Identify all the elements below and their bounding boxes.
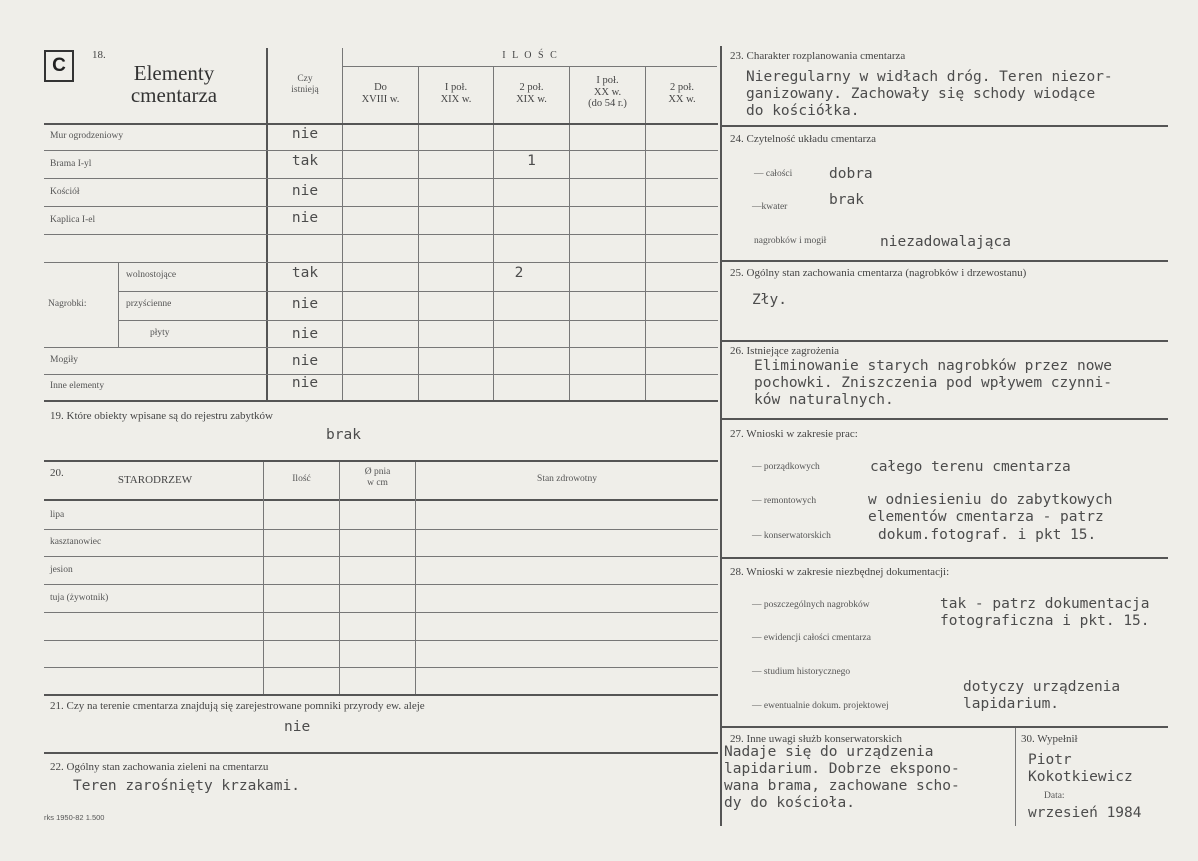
period-line: I poł. [596,75,619,86]
period-line: 2 poł. [670,82,694,93]
col-divider [118,262,119,347]
tree-row-label: tuja (żywotnik) [50,593,109,603]
s28-posz-label: — poszczególnych nagrobków [752,600,870,610]
s27-porz-label: — porządkowych [752,462,820,472]
section-number: 18. [92,49,106,61]
s22-label: 22. Ogólny stan zachowania zieleni na cmentarzu [50,761,269,773]
period-col-4 [646,82,718,105]
period-line: XIX w. [440,93,472,105]
period-line: Do [374,82,387,93]
s26-value: Eliminowanie starych nagrobków przez nowe pochowki. Zniszczenia pod wpływem czynni- ków naturalnych. [754,358,1112,408]
period-line: XVIII w. [361,93,400,105]
col-header-quantity: I L O Ś C [502,50,559,61]
period-line: XX w. [668,93,696,105]
s24-label: 24. Czytelność układu cmentarza [730,133,877,145]
section-line [722,418,1168,420]
s28-ewent-label: — ewentualnie dokum. projektowej [752,701,889,711]
print-code: rks 1950-82 1.500 [44,813,105,822]
s24-kwater-label: —kwater [752,202,788,212]
s26-label: 26. Istniejące zagrożenia [730,345,840,357]
s28-label: 28. Wnioski w zakresie niezbędnej dokumentacji: [730,566,950,578]
row-line [44,347,718,348]
s20-col-pnia [340,467,415,490]
s27-kons-label: — konserwatorskich [752,531,831,541]
s27-kons-value: dokum.fotograf. i pkt 15. [878,527,1097,543]
s27-porz-value: całego terenu cmentarza [870,459,1071,475]
s30-date-value: wrzesień 1984 [1028,805,1142,821]
s21-label: 21. Czy na terenie cmentarza znajdują się zarejestrowane pomniki przyrody ew. aleje [50,700,425,712]
s25-value: Zły. [752,292,787,308]
s28-posz-value: tak - patrz dokumentacja fotograficzna i pkt. 15. [940,596,1150,629]
s27-rem-label: — remontowych [752,496,817,506]
s24-nagrobkow-label: nagrobków i mogił [754,236,827,246]
s19-value: brak [326,427,361,443]
tree-row-label: jesion [50,565,73,575]
s28-stud-label: — studium historycznego [752,667,851,677]
exists-wolnostojace: tak [291,265,319,281]
row-line [44,150,718,151]
row-label-wolnostojace: wolnostojące [126,270,177,280]
row-label-plyty: płyty [150,328,170,338]
s24-calosci-label: — całości [754,169,793,179]
tree-row-label: kasztanowiec [50,537,102,547]
row-label-kosciol: Kościół [50,187,80,197]
row-line [343,66,717,67]
row-label-brama: Brama I-yl [50,159,92,169]
col-divider [339,462,340,694]
row-line [44,667,718,668]
exists-inne: nie [291,375,319,391]
s22-value: Teren zarośnięty krzakami. [73,778,300,794]
row-label-mogily: Mogiły [50,355,78,365]
s27-rem-value: w odniesieniu do zabytkowych elementów cmentarza - patrz [868,492,1113,525]
exists-kosciol: nie [291,183,319,199]
col-header-line: Czy [297,74,313,84]
s21-value: nie [284,719,311,735]
count-brama-2pol-xix: 1 [527,153,536,169]
s28-ewid-label: — ewidencji całości cmentarza [752,633,871,643]
s30-label: 30. Wypełnił [1021,733,1078,745]
section-line [44,400,718,402]
col-divider [263,462,264,694]
s25-label: 25. Ogólny stan zachowania cmentarza (nagrobków i drzewostanu) [730,267,1027,279]
section-line [722,260,1168,262]
s19-label: 19. Które obiekty wpisane są do rejestru zabytków [50,410,273,422]
s29-label: 29. Inne uwagi służb konserwatorskich [730,733,902,745]
section-line [44,694,718,696]
tree-row-label: lipa [50,510,65,520]
period-line: I poł. [444,82,468,93]
section-line [722,340,1168,342]
s23-value: Nieregularny w widłach dróg. Teren niezor- ganizowany. Zachowały się schody wiodące do kościółka. [746,69,1113,119]
col-header-line: Ø pnia [364,467,391,477]
row-line [44,262,718,263]
period-line: XX w. [593,86,622,98]
center-divider [720,46,722,826]
exists-mur: nie [291,126,319,142]
period-col-1 [419,82,493,105]
col-header-line: istnieją [291,84,319,95]
row-label-przyscienne: przyścienne [126,299,172,309]
header-line [44,123,718,125]
title-line: Elementy [133,61,215,85]
s20-col-starodrzew: STARODRZEW [117,474,193,486]
s30-date-label: Data: [1044,791,1065,801]
s24-kwater-value: brak [829,192,864,208]
row-line [118,291,718,292]
section-line [44,460,718,462]
s24-nagrobkow-value: niezadowalająca [880,234,1011,250]
col-divider [569,66,570,400]
s28-ewent-value: dotyczy urządzenia lapidarium. [963,679,1121,712]
row-line [44,178,718,179]
header-line [44,499,718,501]
exists-kaplica: nie [291,210,319,226]
col-divider [1015,728,1016,826]
exists-mogily: nie [291,353,319,369]
row-label-kaplica: Kaplica I-el [50,215,96,225]
s29-value: Nadaje się do urządzenia lapidarium. Dobrze ekspono- wana brama, zachowane scho- dy do kościoła. [724,744,960,811]
s23-label: 23. Charakter rozplanowania cmentarza [730,50,906,62]
col-divider [418,66,419,400]
row-line [44,529,718,530]
row-line [44,206,718,207]
section-line [722,125,1168,127]
section-line [722,726,1168,728]
col-divider [415,462,416,694]
s20-col-ilosc: Ilość [292,474,311,484]
section-letter-box: C [44,50,74,82]
exists-przyscienne: nie [291,296,319,312]
period-col-0 [343,82,418,105]
title-line: cmentarza [130,83,218,108]
s30-name: Piotr Kokotkiewicz [1028,752,1133,785]
row-label-nagrobki: Nagrobki: [48,299,87,309]
count-wolnostojace-2pol-xix: 2 [514,265,524,281]
period-line: XIX w. [516,93,547,105]
section-line [722,557,1168,559]
row-line [118,320,718,321]
row-line [44,374,718,375]
col-header-exists [268,74,342,96]
period-line: 2 poł. [519,82,544,93]
row-line [44,584,718,585]
row-label-inne: Inne elementy [50,381,105,391]
s20-number: 20. [50,467,64,479]
period-col-2 [494,82,569,105]
col-divider [645,66,646,400]
s27-label: 27. Wnioski w zakresie prac: [730,428,858,440]
s20-col-stan: Stan zdrowotny [537,474,597,484]
section-line [44,752,718,754]
period-line: (do 54 r.) [588,98,627,110]
exists-plyty: nie [291,326,319,342]
row-line [44,612,718,613]
row-line [44,234,718,235]
s24-calosci-value: dobra [829,166,873,182]
col-header-line: w cm [367,478,388,489]
row-line [44,556,718,557]
row-label-mur: Mur ogrodzeniowy [50,131,124,141]
col-divider [493,66,494,400]
row-line [44,640,718,641]
table-title [96,62,252,106]
exists-brama: tak [291,153,319,169]
period-col-3 [570,75,645,110]
